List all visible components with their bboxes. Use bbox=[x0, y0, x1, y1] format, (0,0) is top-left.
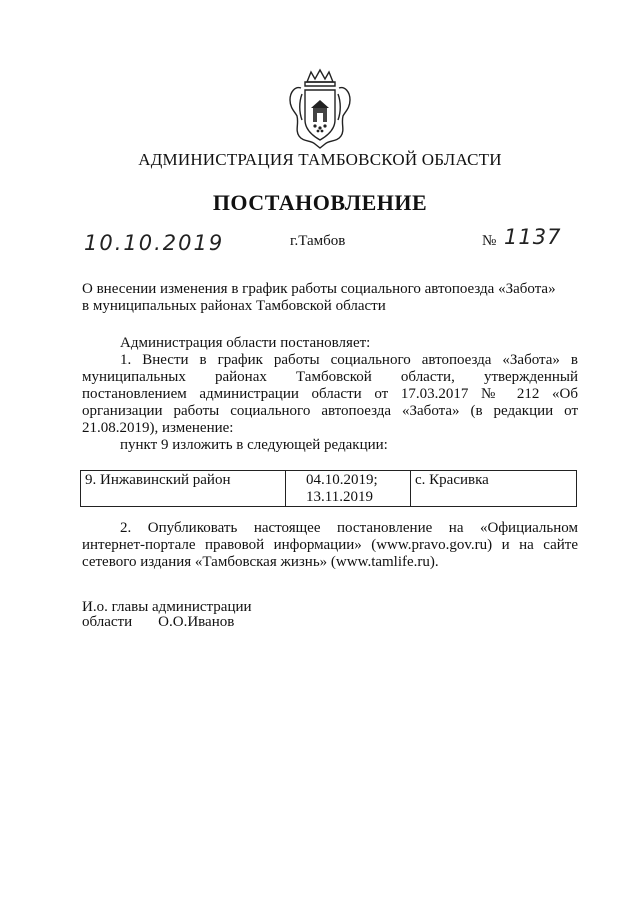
signatory-name: О.О.Иванов bbox=[158, 614, 235, 630]
signatory-position: И.о. главы администрации bbox=[82, 599, 252, 615]
date-line: 13.11.2019 bbox=[306, 489, 373, 505]
schedule-table bbox=[80, 470, 577, 507]
item-1-paragraph: 1. Внести в график работы социального автопоезда «Забота» в муниципальных районах Тамбовской области, утвержденный постановлением администрации области от 17.03.2017 № 212 «Об организации работы социального автопоезда «Забота» (в редакции от 21.08.2019), изменение: bbox=[82, 352, 578, 436]
item-1-subpoint: пункт 9 изложить в следующей редакции: bbox=[120, 437, 388, 453]
document-date: 10.10.2019 bbox=[84, 231, 225, 255]
subject-line: в муниципальных районах Тамбовской области bbox=[82, 298, 386, 314]
place-cell: с. Красивка bbox=[411, 471, 577, 507]
document-number: 1137 bbox=[504, 225, 562, 249]
district-cell: 9. Инжавинский район bbox=[81, 471, 286, 507]
dates-cell bbox=[286, 471, 411, 507]
table-row bbox=[81, 471, 577, 507]
document-subject bbox=[82, 281, 582, 315]
document-number-label: № bbox=[482, 233, 497, 249]
organization-title: АДМИНИСТРАЦИЯ ТАМБОВСКОЙ ОБЛАСТИ bbox=[138, 150, 502, 169]
signatory-position-cont: области bbox=[82, 614, 133, 630]
subject-line: О внесении изменения в график работы социального автопоезда «Забота» bbox=[82, 281, 556, 297]
document-type-title: ПОСТАНОВЛЕНИЕ bbox=[212, 190, 428, 215]
resolution-body bbox=[82, 335, 578, 454]
document-city: г.Тамбов bbox=[290, 233, 346, 249]
signatory-line bbox=[82, 614, 234, 631]
intro-paragraph: Администрация области постановляет: bbox=[120, 335, 371, 351]
date-line: 04.10.2019; bbox=[306, 472, 378, 488]
item-2-paragraph: 2. Опубликовать настоящее постановление на «Официальном интернет-портале правовой информации» (www.pravo.gov.ru) и на сайте сетевого издания «Тамбовская жизнь» (www.tamlife.ru). bbox=[82, 520, 578, 570]
coat-of-arms-icon bbox=[287, 68, 353, 152]
